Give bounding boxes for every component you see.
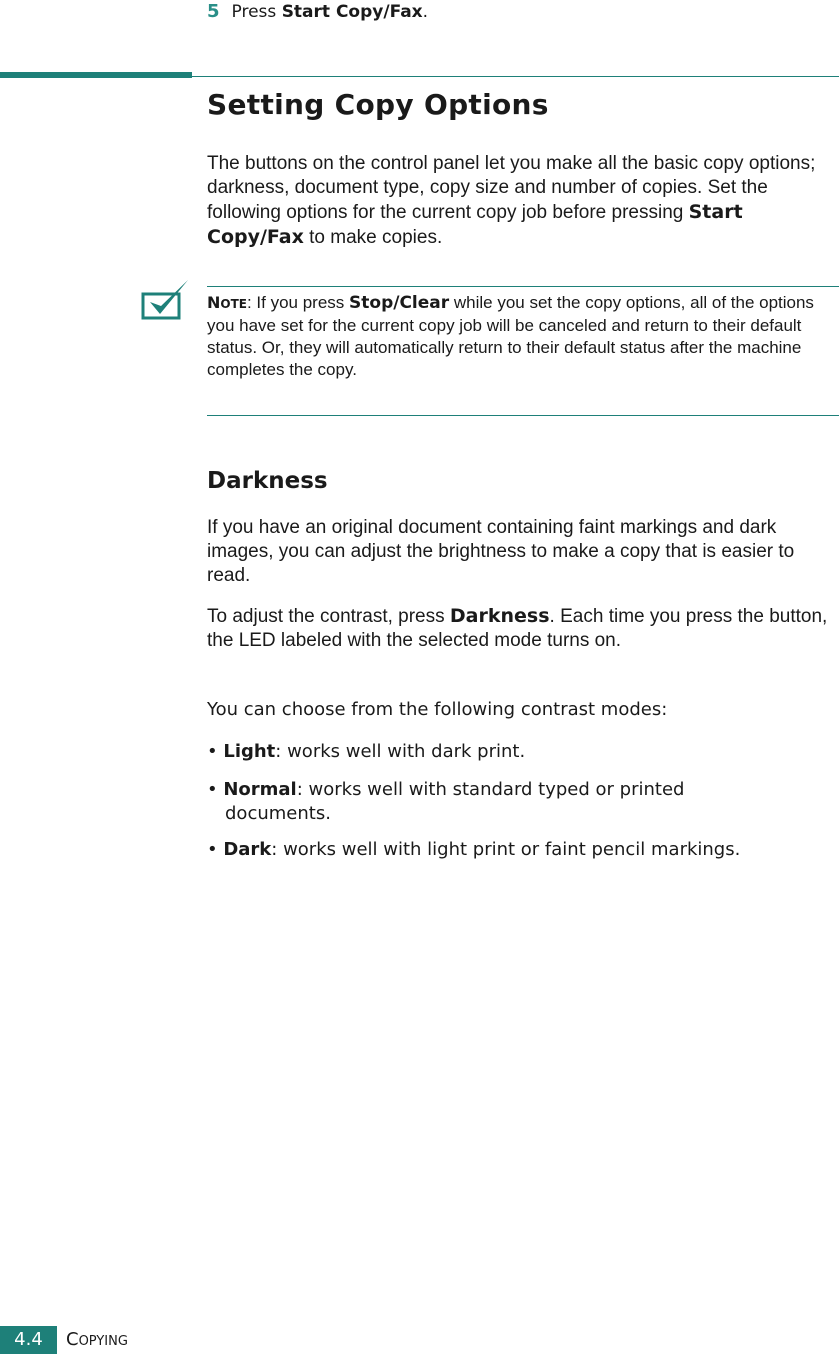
intro-text: The buttons on the control panel let you make all the basic copy options; darkness, document type, copy size and number of copies. Set the following options for the current copy job before pressing [207,153,816,223]
bullet-glyph: • [207,839,224,860]
page-title: Setting Copy Options [207,88,549,121]
bullet-term: Light [223,741,276,762]
footer-section: COPYING [66,1329,128,1350]
darkness-heading: Darkness [207,468,328,494]
bullet-desc-cont: documents. [225,803,331,824]
note-text: : If you press [246,293,350,312]
para2-text: To adjust the contrast, press [207,606,450,627]
bullet-desc: : works well with light print or faint pencil markings. [271,839,741,860]
note-box [207,292,835,381]
note-top-rule [207,286,839,287]
note-label: NOTE [207,293,247,312]
step-suffix: . [422,2,429,22]
section-rule-thin [192,76,839,77]
para2-text-after: . Each time you press the button, the LED labeled with the selected mode turns on. [207,606,828,651]
bullet-term: Normal [223,779,297,800]
step-prefix: Press [231,2,282,22]
bullet-term: Dark [223,839,272,860]
intro-bold: Start Copy/Fax [207,201,743,248]
bullet-desc: : works well with standard typed or printed [296,779,685,800]
darkness-para3: You can choose from the following contrast modes: [207,699,668,720]
note-bottom-rule [207,415,839,416]
note-bold: Stop/Clear [349,293,450,313]
step-number: 5 [207,1,220,22]
darkness-para2 [207,604,835,653]
step-5 [207,0,428,24]
checkbox-check-icon [138,278,192,322]
bullet-glyph: • [207,779,224,800]
list-item [207,838,827,862]
section-rule-thick [0,72,192,78]
list-item [207,778,827,826]
bullet-glyph: • [207,741,224,762]
step-action: Start Copy/Fax [281,2,423,22]
list-item [207,740,827,764]
page-number: 4.4 [0,1326,57,1354]
bullet-desc: : works well with dark print. [275,741,526,762]
note-text-after: while you set the copy options, all of the options you have set for the current copy job will be canceled and return to their default status. Or, they will automatically return to their default status after the machine completes the copy. [207,293,814,379]
intro-text-after: to make copies. [303,227,443,248]
darkness-para1: If you have an original document containing faint markings and dark images, you can adjust the brightness to make a copy that is easier to read. [207,517,795,586]
para2-bold: Darkness [449,605,550,627]
intro-paragraph [207,152,835,250]
